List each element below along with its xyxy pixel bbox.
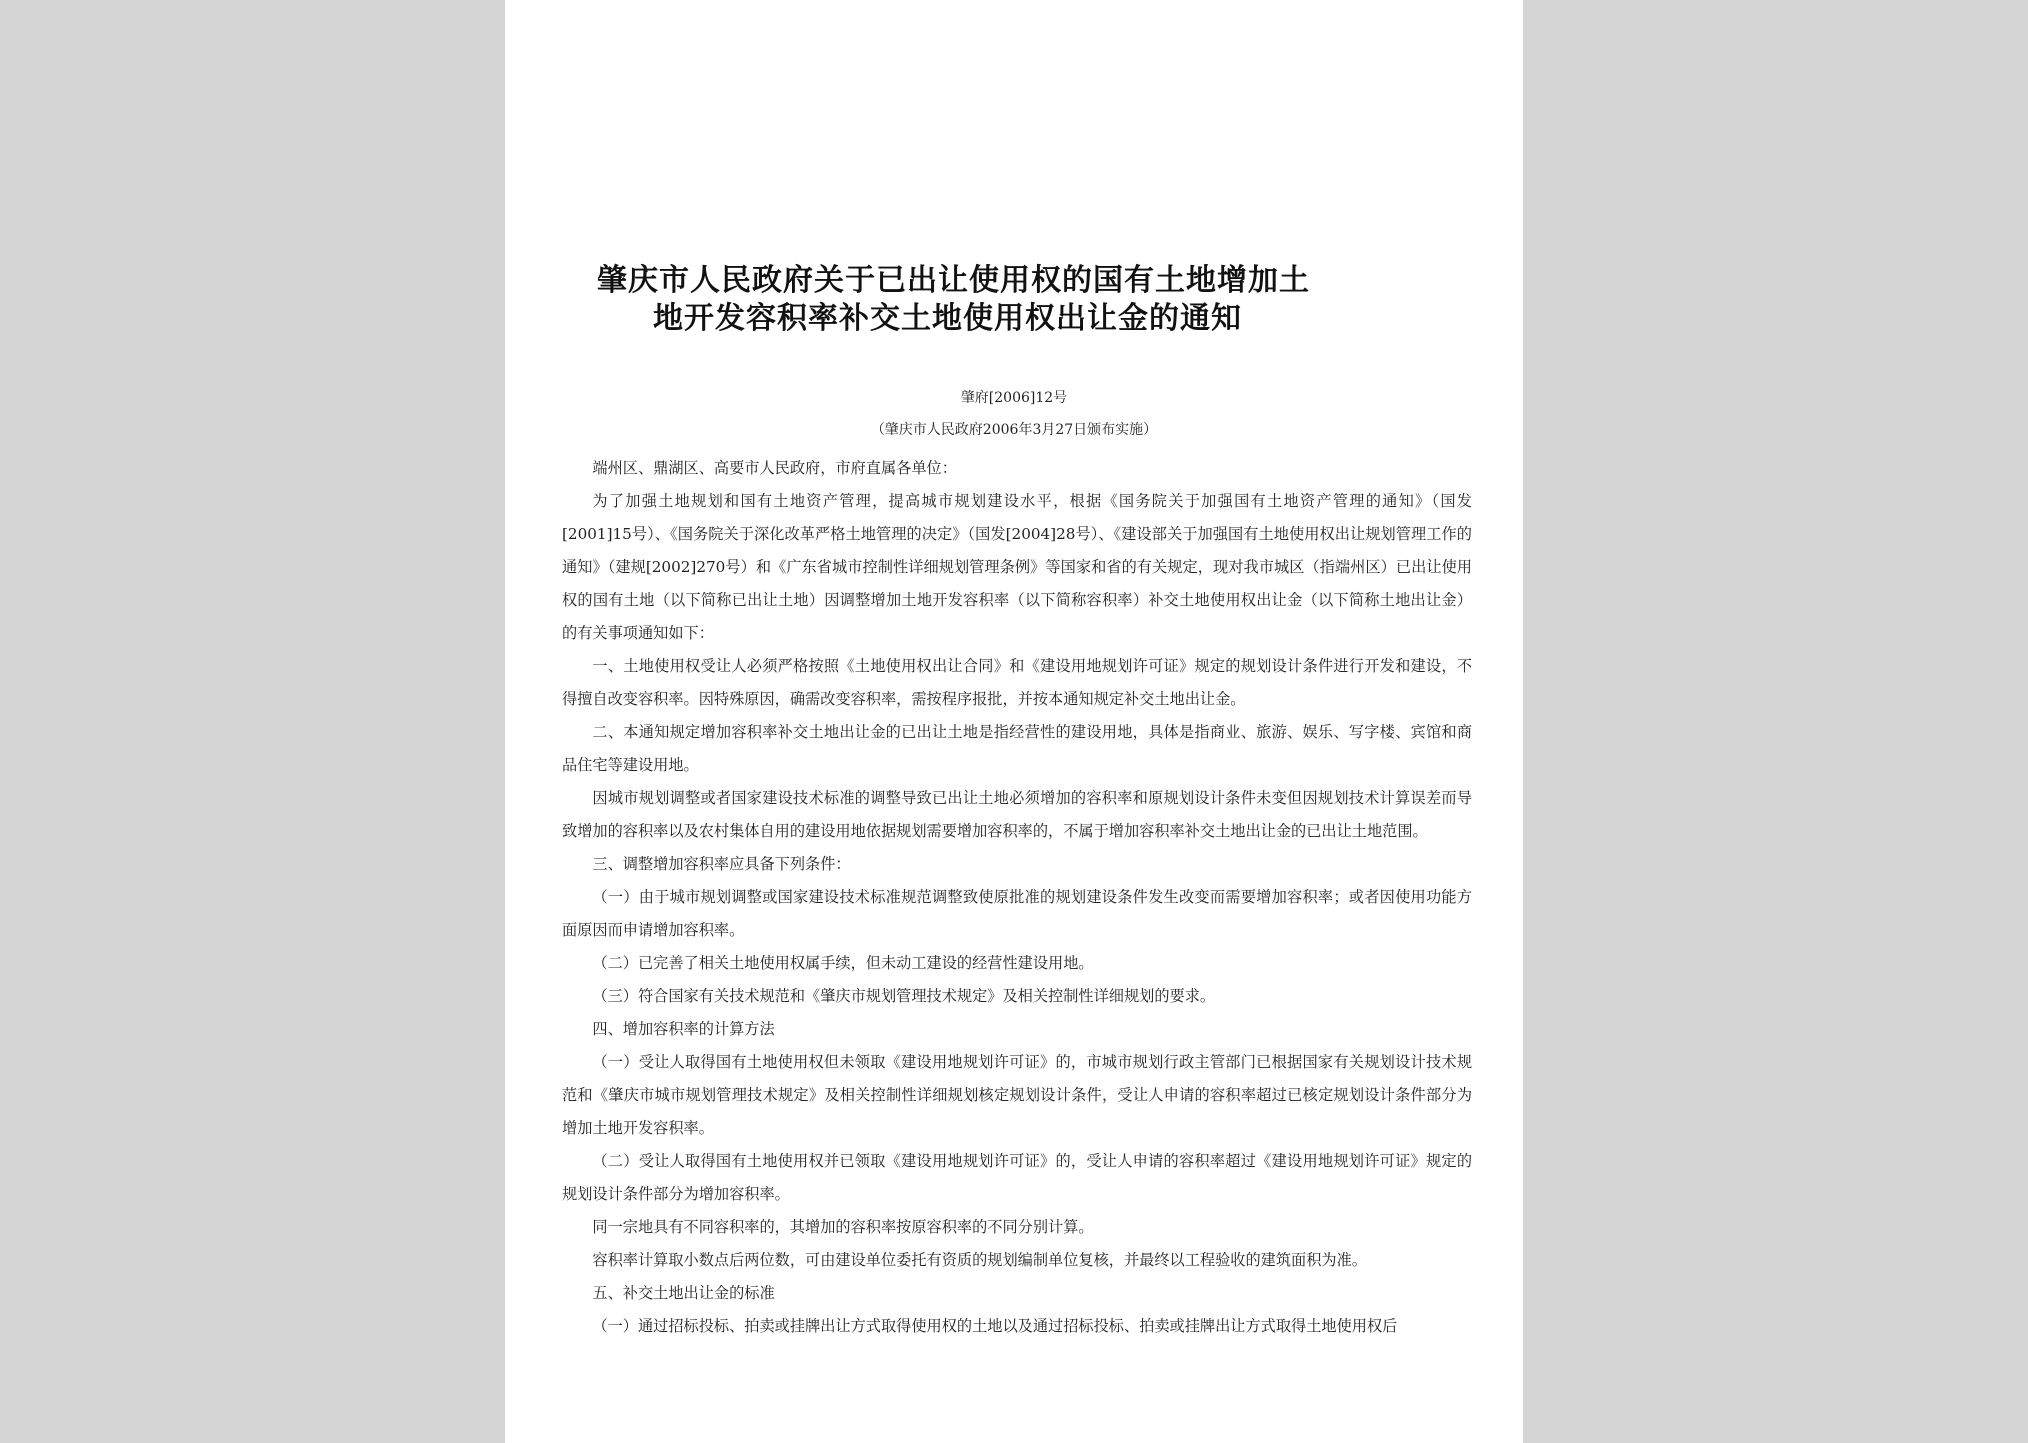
paragraph: （二）受让人取得国有土地使用权并已领取《建设用地规划许可证》的，受让人申请的容积率超过《建设用地规划许可证》规定的规划设计条件部分为增加容积率。 — [562, 1152, 1472, 1203]
paragraph: （一）受让人取得国有土地使用权但未领取《建设用地规划许可证》的，市城市规划行政主管部门已根据国家有关规划设计技术规范和《肇庆市城市规划管理技术规定》及相关控制性详细规划核定规划设计条件，受让人申请的容积率超过已核定规划设计条件部分为增加土地开发容积率。 — [562, 1053, 1472, 1137]
title-line-2: 地开发容积率补交土地使用权出让金的通知 — [653, 301, 1242, 336]
paragraph: 为了加强土地规划和国有土地资产管理，提高城市规划建设水平，根据《国务院关于加强国有土地资产管理的通知》（国发[2001]15号）、《国务院关于深化改革严格土地管理的决定》（国发[2004]28号）、《建设部关于加强国有土地使用权出让规划管理工作的通知》（建规[2002]270号）和《广东省城市控制性详细规划管理条例》等国家和省的有关规定，现对我市城区（指端州区）已出让使用权的国有土地（以下简称已出让土地）因调整增加土地开发容积率（以下简称容积率）补交土地使用权出让金（以下简称土地出让金）的有关事项通知如下： — [562, 492, 1472, 642]
paragraph: （二）已完善了相关土地使用权属手续，但未动工建设的经营性建设用地。 — [592, 954, 1094, 972]
paragraph: 四、增加容积率的计算方法 — [592, 1020, 775, 1038]
paragraph: 因城市规划调整或者国家建设技术标准的调整导致已出让土地必须增加的容积率和原规划设计条件未变但因规划技术计算误差而导致增加的容积率以及农村集体自用的建设用地依据规划需要增加容积率的，不属于增加容积率补交土地出让金的已出让土地范围。 — [562, 789, 1472, 840]
paragraph: 端州区、鼎湖区、高要市人民政府，市府直属各单位： — [592, 459, 957, 477]
paragraph: 五、补交土地出让金的标准 — [592, 1284, 775, 1302]
title-line-1: 肇庆市人民政府关于已出让使用权的国有土地增加土 — [597, 263, 1310, 298]
paragraph: 三、调整增加容积率应具备下列条件： — [592, 855, 851, 873]
document-title — [595, 262, 1433, 338]
document-page — [505, 0, 1523, 1443]
paragraph: （一）由于城市规划调整或国家建设技术标准规范调整致使原批准的规划建设条件发生改变而需要增加容积率；或者因使用功能方面原因而申请增加容积率。 — [562, 888, 1472, 939]
paragraph: （三）符合国家有关技术规范和《肇庆市规划管理技术规定》及相关控制性详细规划的要求。 — [592, 987, 1216, 1005]
paragraph: 同一宗地具有不同容积率的，其增加的容积率按原容积率的不同分别计算。 — [592, 1218, 1094, 1236]
issue-note: （肇庆市人民政府2006年3月27日颁布实施） — [870, 422, 1158, 438]
paragraph: 二、本通知规定增加容积率补交土地出让金的已出让土地是指经营性的建设用地，具体是指商业、旅游、娱乐、写字楼、宾馆和商品住宅等建设用地。 — [562, 723, 1472, 774]
paragraph: 容积率计算取小数点后两位数，可由建设单位委托有资质的规划编制单位复核，并最终以工程验收的建筑面积为准。 — [592, 1251, 1367, 1269]
paragraph: 一、土地使用权受让人必须严格按照《土地使用权出让合同》和《建设用地规划许可证》规定的规划设计条件进行开发和建设，不得擅自改变容积率。因特殊原因，确需改变容积率，需按程序报批，并按本通知规定补交土地出让金。 — [562, 657, 1472, 708]
document-number: 肇府[2006]12号 — [960, 390, 1068, 406]
paragraph: （一）通过招标投标、拍卖或挂牌出让方式取得使用权的土地以及通过招标投标、拍卖或挂牌出让方式取得土地使用权后 — [592, 1317, 1398, 1335]
document-body — [562, 452, 1472, 1343]
